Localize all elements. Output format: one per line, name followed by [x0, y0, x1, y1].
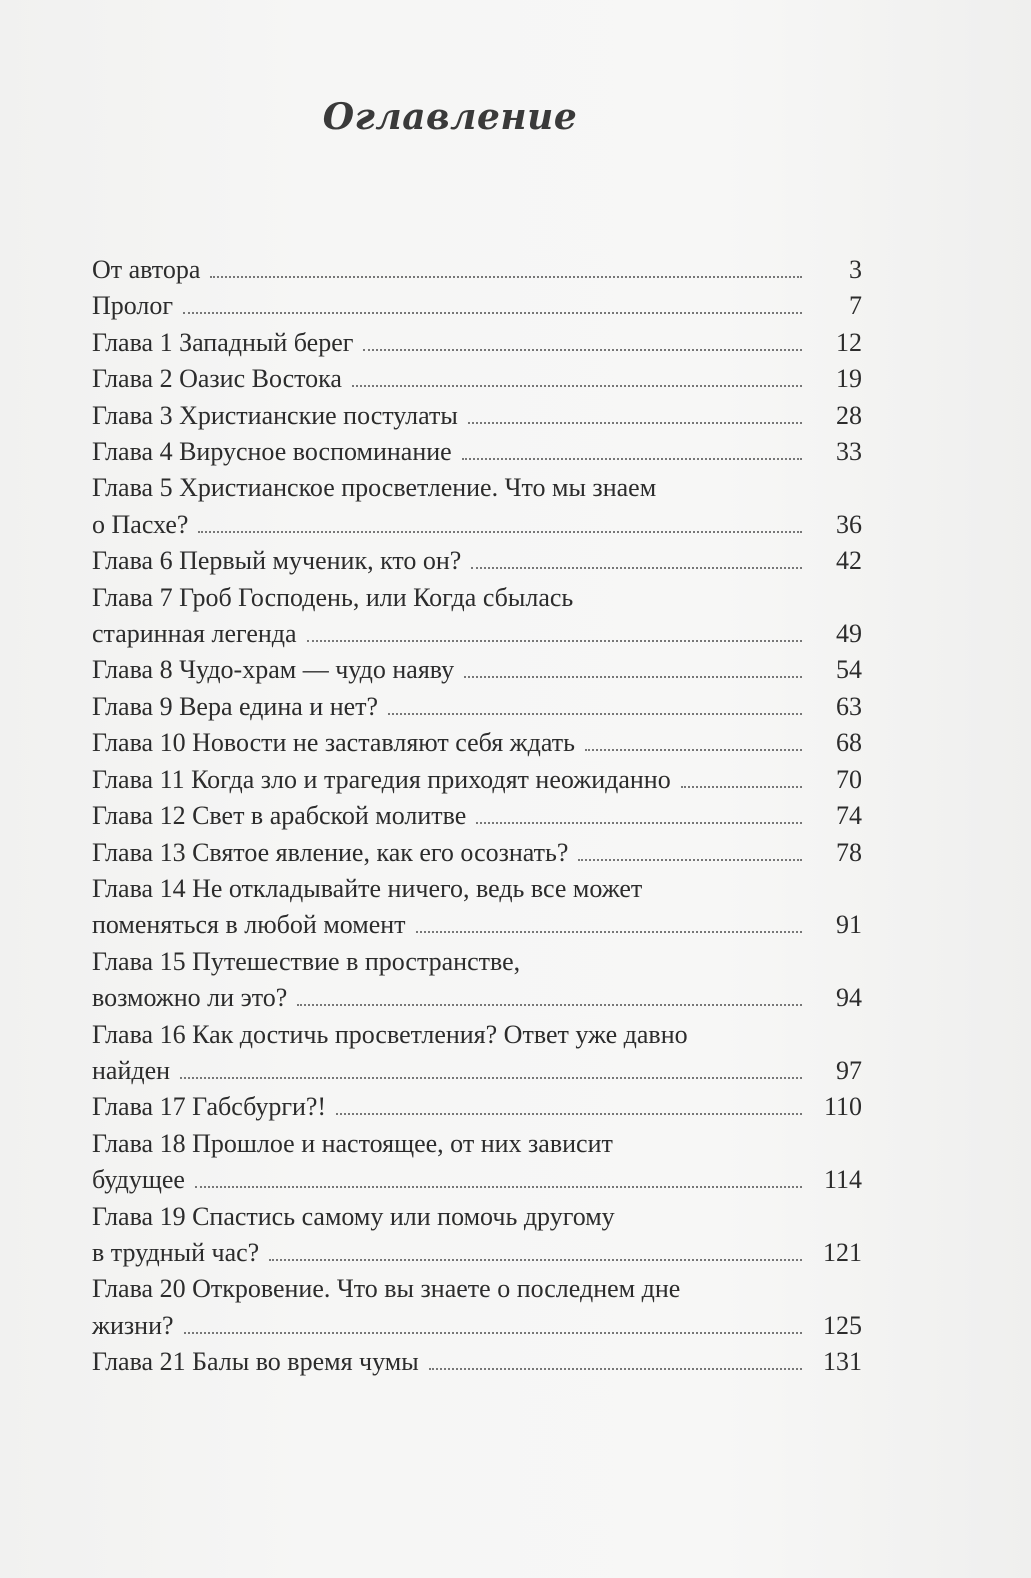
toc-entry[interactable] [92, 361, 862, 397]
toc-entry[interactable] [92, 689, 862, 725]
toc-entry-title: Глава 7 Гроб Господень, или Когда сбылась [92, 582, 574, 612]
toc-entry[interactable] [92, 835, 862, 871]
dot-leader [468, 422, 802, 424]
toc-entry-title: Глава 21 Балы во время чумы [92, 1347, 419, 1377]
toc-page-number: 3 [849, 255, 862, 284]
toc-entry[interactable] [92, 798, 862, 834]
toc-page-number: 33 [836, 437, 862, 467]
dot-leader [416, 931, 802, 933]
toc-page-number: 78 [836, 837, 862, 867]
table-of-contents [92, 252, 862, 1381]
toc-entry-title: Глава 3 Христианские постулаты [92, 400, 458, 430]
toc-entry-title: Глава 10 Новости не заставляют себя ждать [92, 728, 575, 758]
toc-entry-title: Глава 4 Вирусное воспоминание [92, 437, 452, 467]
toc-entry[interactable] [92, 1199, 862, 1272]
toc-entry-title: Глава 19 Спастись самому или помочь другому [92, 1201, 615, 1231]
toc-page-number: 28 [836, 400, 862, 430]
toc-entry[interactable] [92, 762, 862, 798]
dot-leader [388, 713, 802, 715]
toc-entry[interactable] [92, 470, 862, 543]
toc-entry-title: Глава 17 Габсбурги?! [92, 1092, 327, 1122]
toc-page-number: 70 [836, 764, 862, 794]
toc-page-number: 125 [823, 1310, 862, 1340]
dot-leader [307, 640, 802, 642]
toc-entry[interactable] [92, 652, 862, 688]
toc-page-number: 91 [836, 910, 862, 940]
toc-page-number: 12 [836, 327, 862, 357]
toc-entry-title: возможно ли это? [92, 983, 288, 1013]
toc-entry[interactable] [92, 288, 862, 324]
toc-entry-title: Глава 9 Вера едина и нет? [92, 691, 379, 721]
dot-leader [210, 276, 802, 278]
toc-page-number: 94 [836, 983, 862, 1013]
dot-leader [195, 1186, 802, 1188]
toc-page-number: 19 [836, 364, 862, 394]
toc-entry-title: Глава 8 Чудо-храм — чудо наяву [92, 655, 455, 685]
toc-page-number: 7 [849, 291, 862, 321]
dot-leader [471, 567, 802, 569]
toc-entry[interactable] [92, 398, 862, 434]
toc-entry-title: Глава 14 Не откладывайте ничего, ведь все может [92, 873, 643, 903]
toc-entry-title: Глава 1 Западный берег [92, 327, 354, 357]
toc-page-number: 131 [823, 1347, 862, 1377]
toc-page-number: 97 [836, 1055, 862, 1085]
toc-entry-title: жизни? [92, 1310, 174, 1340]
dot-leader [352, 385, 802, 387]
toc-entry[interactable] [92, 1271, 862, 1344]
toc-page-number: 68 [836, 728, 862, 758]
toc-page-number: 42 [836, 546, 862, 576]
dot-leader [681, 786, 802, 788]
toc-entry[interactable] [92, 725, 862, 761]
dot-leader [198, 531, 802, 533]
dot-leader [462, 458, 802, 460]
toc-entry[interactable] [92, 871, 862, 944]
toc-entry[interactable] [92, 252, 862, 288]
toc-entry-title: Пролог [92, 291, 174, 321]
toc-entry-title: Глава 6 Первый мученик, кто он? [92, 546, 462, 576]
dot-leader [585, 749, 802, 751]
toc-entry-title: Глава 18 Прошлое и настоящее, от них зависит [92, 1128, 613, 1158]
toc-entry-title: о Пасхе? [92, 509, 189, 539]
toc-page-number: 54 [836, 655, 862, 685]
toc-entry[interactable] [92, 325, 862, 361]
toc-page-number: 36 [836, 509, 862, 539]
toc-page-number: 74 [836, 801, 862, 831]
toc-entry-title: будущее [92, 1165, 185, 1195]
dot-leader [578, 859, 802, 861]
dot-leader [180, 1077, 802, 1079]
toc-entry-title: Глава 16 Как достичь просветления? Ответ уже давно [92, 1019, 688, 1049]
dot-leader [363, 349, 802, 351]
toc-entry[interactable] [92, 944, 862, 1017]
toc-entry-title: От автора [92, 255, 201, 284]
toc-page-number: 110 [823, 1092, 862, 1122]
toc-entry[interactable] [92, 1089, 862, 1125]
toc-entry-title: поменяться в любой момент [92, 910, 406, 940]
dot-leader [476, 822, 802, 824]
toc-entry-title: Глава 11 Когда зло и трагедия приходят неожиданно [92, 764, 671, 794]
dot-leader [183, 312, 802, 314]
toc-entry-title: Глава 2 Оазис Востока [92, 364, 342, 394]
toc-entry[interactable] [92, 1017, 862, 1090]
toc-entry[interactable] [92, 1126, 862, 1199]
toc-entry[interactable] [92, 580, 862, 653]
dot-leader [464, 676, 802, 678]
dot-leader [184, 1332, 802, 1334]
toc-entry-title: Глава 20 Откровение. Что вы знаете о последнем дне [92, 1274, 681, 1304]
toc-page-number: 49 [836, 619, 862, 649]
toc-entry-title: Глава 15 Путешествие в пространстве, [92, 946, 521, 976]
toc-entry-title: найден [92, 1055, 171, 1085]
toc-entry-title: Глава 5 Христианское просветление. Что мы знаем [92, 473, 657, 503]
toc-page-number: 114 [823, 1165, 862, 1195]
toc-entry-title: в трудный час? [92, 1237, 260, 1267]
toc-entry[interactable] [92, 1344, 862, 1380]
toc-page-number: 121 [823, 1237, 862, 1267]
dot-leader [429, 1368, 802, 1370]
toc-entry-title: старинная легенда [92, 619, 297, 649]
toc-entry[interactable] [92, 434, 862, 470]
page-title: Оглавление [322, 96, 578, 138]
toc-entry-title: Глава 13 Святое явление, как его осознать? [92, 837, 569, 867]
dot-leader [297, 1004, 802, 1006]
dot-leader [336, 1113, 802, 1115]
toc-page-number: 63 [836, 691, 862, 721]
toc-entry-title: Глава 12 Свет в арабской молитве [92, 801, 467, 831]
dot-leader [269, 1259, 802, 1261]
toc-entry[interactable] [92, 543, 862, 579]
